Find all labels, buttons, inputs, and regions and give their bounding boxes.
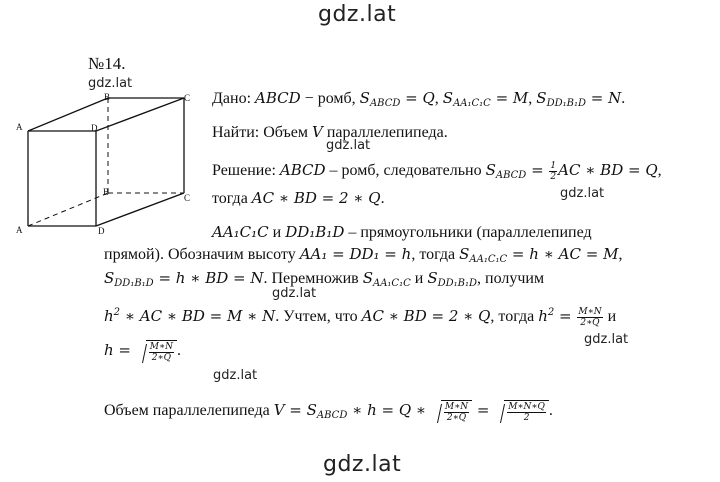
label-D-top: D [91,123,98,133]
watermark-small-6: gdz.lat [213,368,258,383]
h-squared-line: $h^2$ ∗ AC ∗ BD = M ∗ N. Учтем, что AC ∗ BD = 2 ∗ Q, тогда $h^2$ = $\frac{M∗N}{2∗Q}$ и [104,306,617,328]
watermark-small-1: gdz.lat [88,76,133,91]
watermark-small-4: gdz.lat [272,286,317,301]
edge-DC-top [96,98,184,131]
volume-line: Объем параллелепипеда $V = S_{ABCD}$ ∗ h = Q ∗ $\frac{M∗N}{2∗Q}$ = $\frac{M∗N∗Q}{2}$ . [104,401,553,423]
label-C-top: C [184,93,191,103]
label-C-bottom: C [184,193,191,203]
edge-DC-bottom [96,193,184,226]
height-line: прямой). Обозначим высоту AA₁ = DD₁ = h, тогда $S_{AA_1C_1C} = h$ ∗ AC = M, [104,245,623,265]
label-B-bottom: B [103,187,110,197]
given-label: Дано: [212,90,256,107]
watermark-bottom: gdz.lat [323,452,402,477]
problem-number: №14. [88,54,126,73]
h-root-line: h = $\frac{M∗N}{2∗Q}$ . [104,341,181,363]
parallelepiped-figure [12,86,202,242]
watermark-small-5: gdz.lat [584,332,629,347]
label-A-bottom: A [16,225,23,235]
label-A-top: A [16,122,23,132]
watermark-top: gdz.lat [318,2,397,27]
label-B-top: B [104,92,111,102]
label-D-bottom: D [98,226,105,236]
watermark-small-2: gdz.lat [326,138,371,153]
multiply-line: $S_{DD_1B_1D} = h$ ∗ BD = N. Перемножив $S_{AA_1C_1C}$ и $S_{DD_1B_1D}$, получим [104,269,545,289]
find-line: Найти: Объем V параллелепипеда. [212,123,448,141]
then-line: тогда AC ∗ BD = 2 ∗ Q. [212,189,385,207]
given-line: Дано: ABCD − ромб, $S_{ABCD} = Q$, $S_{AA_1C_1C} = M$, $S_{DD_1B_1D} = N$. [212,89,626,109]
watermark-small-3: gdz.lat [560,186,605,201]
solution-line: Решение: ABCD – ромб, следовательно $S_{ABCD}$ = $\frac{1}{2}$ AC ∗ BD = Q, [212,160,662,182]
rect-line: AA₁C₁C и DD₁B₁D – прямоугольники (параллелепипед [212,223,592,241]
